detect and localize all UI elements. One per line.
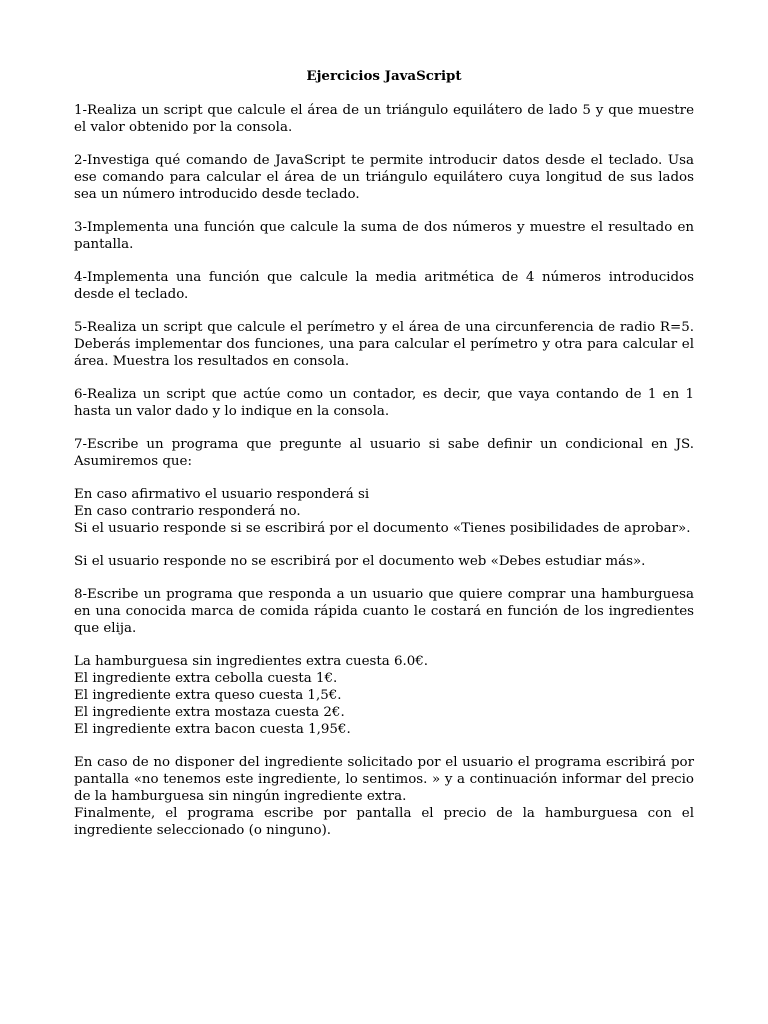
exercise-7-condition-line: En caso contrario responderá no.	[74, 504, 301, 519]
document-title: Ejercicios JavaScript	[306, 68, 462, 84]
exercise-7: 7-Escribe un programa que pregunte al usuario si sabe definir un condicional en JS. Asumiremos que:	[74, 437, 694, 469]
exercise-7-condition-line: Si el usuario responde si se escribirá por el documento «Tienes posibilidades de aprobar».	[74, 521, 691, 536]
exercise-7-conditions	[74, 486, 694, 537]
document-body	[74, 102, 694, 855]
price-line: El ingrediente extra cebolla cuesta 1€.	[74, 671, 338, 686]
price-list	[74, 653, 694, 738]
exercise-6: 6-Realiza un script que actúe como un contador, es decir, que vaya contando de 1 en 1 hasta un valor dado y lo indique en la consola.	[74, 387, 694, 419]
exercise-1: 1-Realiza un script que calcule el área de un triángulo equilátero de lado 5 y que muestre el valor obtenido por la consola.	[74, 103, 694, 135]
price-line: El ingrediente extra mostaza cuesta 2€.	[74, 705, 345, 720]
exercise-2: 2-Investiga qué comando de JavaScript te permite introducir datos desde el teclado. Usa ese comando para calcular el área de un triángulo equilátero cuya longitud de sus lados sea un número introducido desde teclado.	[74, 153, 694, 202]
price-line: El ingrediente extra bacon cuesta 1,95€.	[74, 722, 351, 737]
exercise-8: 8-Escribe un programa que responda a un usuario que quiere comprar una hamburguesa en una conocida marca de comida rápida cuanto le costará en función de los ingredientes que elija.	[74, 587, 694, 636]
closing-paragraph-1: En caso de no disponer del ingrediente solicitado por el usuario el programa escribirá por pantalla «no tenemos este ingrediente, lo sentimos. » y a continuación informar del precio de la hamburguesa sin ningún ingrediente extra.	[74, 755, 694, 804]
exercise-4: 4-Implementa una función que calcule la media aritmética de 4 números introducidos desde el teclado.	[74, 270, 694, 302]
price-line: El ingrediente extra queso cuesta 1,5€.	[74, 688, 342, 703]
exercise-5: 5-Realiza un script que calcule el perímetro y el área de una circunferencia de radio R=5. Deberás implementar dos funciones, una para calcular el perímetro y otra para calcular el área. Muestra los resultados en consola.	[74, 320, 694, 369]
exercise-7-condition-line: En caso afirmativo el usuario responderá si	[74, 487, 370, 502]
price-line: La hamburguesa sin ingredientes extra cuesta 6.0€.	[74, 654, 429, 669]
exercise-7-no-case: Si el usuario responde no se escribirá por el documento web «Debes estudiar más».	[74, 554, 646, 569]
exercise-3: 3-Implementa una función que calcule la suma de dos números y muestre el resultado en pantalla.	[74, 220, 694, 252]
closing-paragraph-2: Finalmente, el programa escribe por pantalla el precio de la hamburguesa con el ingrediente seleccionado (o ninguno).	[74, 806, 694, 838]
